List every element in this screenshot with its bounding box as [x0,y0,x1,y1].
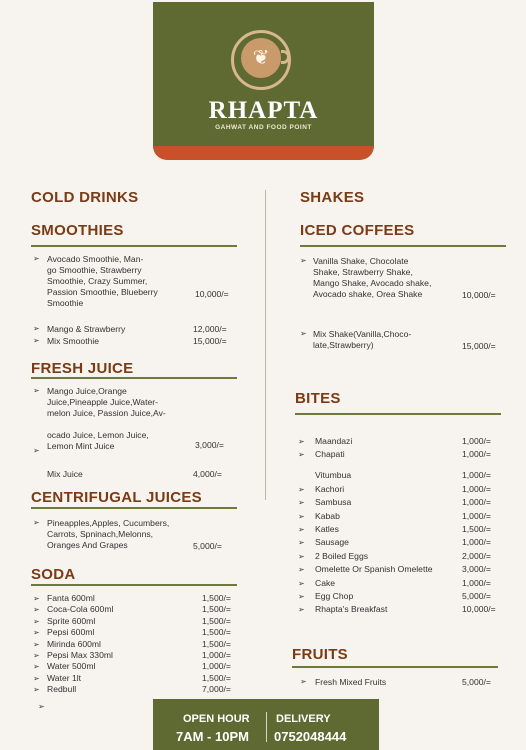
soda-item [33,650,243,661]
bite-item-price: 1,000/= [462,436,491,446]
juice-item-name: Mix Juice [47,469,83,479]
bullet-icon: ➢ [33,594,40,603]
bite-item-name: Egg Chop [315,590,354,601]
header-stripe [153,146,374,160]
cold-drinks-title: COLD DRINKS [31,189,139,206]
bite-item-price: 1,000/= [462,483,491,494]
bullet-icon: ➢ [298,578,305,588]
bullet-icon: ➢ [298,565,305,575]
soda-item-price: 1,500/= [202,615,231,626]
bite-item [298,537,508,550]
soda-item-name: Redbull [47,684,77,695]
bite-item [298,551,508,564]
bullet-icon: ➢ [298,498,305,508]
soda-item [33,627,243,638]
open-hour-value: 7AM - 10PM [176,729,249,744]
soda-item-name: Fanta 600ml [47,593,95,603]
bullet-icon: ➢ [298,538,305,548]
bite-item-name: Sausage [315,537,349,548]
bite-item [298,511,508,524]
iced-coffees-title: ICED COFFEES [300,222,415,239]
bite-item-name: Katles [315,523,339,534]
bullet-icon: ➢ [300,329,307,338]
smoothie-item-price: 12,000/= [193,324,227,334]
bite-item [298,591,508,604]
bullet-icon: ➢ [298,605,305,615]
bite-item-price: 1,000/= [462,470,491,481]
iced-coffees-rule [300,245,506,247]
bite-item-name: Rhapta's Breakfast [315,604,388,615]
bite-item-price: 3,000/= [462,564,491,575]
bite-item-price: 1,000/= [462,577,491,588]
juice-item-price: 4,000/= [193,469,222,479]
fruit-item-price: 5,000/= [462,677,491,687]
brand-name: RHAPTA [208,97,319,124]
bites-list [298,436,508,618]
bite-item [298,578,508,591]
bite-item [298,449,508,470]
delivery-label: DELIVERY [276,713,331,725]
bullet-icon: ➢ [298,437,305,446]
centrifugal-title: CENTRIFUGAL JUICES [31,489,202,506]
bullet-icon: ➢ [33,650,40,660]
soda-item [33,661,243,672]
bite-item-price: 1,000/= [462,537,491,548]
bites-rule [295,413,501,415]
soda-item-name: Water 500ml [47,661,96,672]
bullet-icon: ➢ [33,518,40,527]
bullet-icon: ➢ [33,673,40,683]
bullet-icon: ➢ [298,524,305,534]
centrifugal-item-name: Pineapples,Apples, Cucumbers, Carrots, Spninach,Melonns, Oranges And Grapes [47,518,170,550]
soda-item [33,616,243,627]
soda-item-price: 7,000/= [202,684,231,695]
shake-item-price: 15,000/= [462,341,496,351]
bullet-icon: ➢ [298,591,305,601]
bite-item-name: Chapati [315,449,345,460]
smoothies-title: SMOOTHIES [31,222,124,239]
smoothie-item-price: 15,000/= [193,336,227,346]
bullet-icon: ➢ [33,685,40,695]
fresh-juice-title: FRESH JUICE [31,360,134,377]
bite-item-price: 5,000/= [462,590,491,601]
bite-item-name: Kabab [315,510,340,521]
bite-item [298,497,508,510]
soda-item-price: 1,000/= [202,649,231,660]
fresh-juice-rule [31,377,237,379]
bite-item [298,524,508,537]
bullet-icon: ➢ [300,256,307,265]
bullet-icon: ➢ [33,639,40,649]
shakes-title: SHAKES [300,189,365,206]
bite-item-price: 1,000/= [462,449,491,460]
bullet-icon: ➢ [33,324,40,333]
bite-item-name: Cake [315,577,336,588]
soda-item-name: Pepsi 600ml [47,627,95,638]
smoothie-item-price: 10,000/= [195,289,229,299]
shake-item-name: Vanilla Shake, Chocolate Shake, Strawberry Shake, Mango Shake, Avocado shake, Avocado shake, Orea Shake [313,256,432,299]
smoothies-rule [31,245,237,247]
bullet-icon: ➢ [33,605,40,615]
soda-list [33,593,243,696]
bullet-icon: ➢ [33,628,40,638]
bite-item [298,564,508,577]
column-divider [265,190,266,500]
bullet-icon: ➢ [298,511,305,521]
bite-item-price: 2,000/= [462,550,491,561]
brand-tagline: GAHWAT AND FOOD POINT [215,124,312,131]
bite-item-name: Maandazi [315,436,353,446]
bite-item [298,484,508,497]
bite-item-price: 1,000/= [462,510,491,521]
soda-item-name: Mirinda 600ml [47,638,101,649]
soda-item-name: Pepsi Max 330ml [47,649,113,660]
bite-item-name: 2 Boiled Eggs [315,550,369,561]
smoothie-item-name: Mix Smoothie [47,336,100,346]
smoothie-item-name: Avocado Smoothie, Man- go Smoothie, Strawberry Smoothie, Crazy Summer, Passion Smoothie, Blueberry Smoothie [47,254,158,308]
footer-separator [266,712,267,742]
soda-item-price: 1,500/= [202,672,231,683]
soda-item [33,673,243,684]
bite-item-name: Vitumbua [315,470,352,481]
bullet-icon: ➢ [300,677,307,686]
bullet-icon: ➢ [33,662,40,672]
soda-item-price: 1,500/= [202,638,231,649]
soda-item-price: 1,500/= [202,593,231,603]
bite-item-name: Kachori [315,483,345,494]
bite-item [298,436,508,449]
soda-item-name: Sprite 600ml [47,615,96,626]
bullet-icon: ➢ [298,450,305,460]
bite-item-name: Sambusa [315,497,352,508]
shake-item-price: 10,000/= [462,290,496,300]
bullet-icon: ➢ [33,336,40,345]
bite-item [298,604,508,617]
soda-item-name: Water 1lt [47,672,82,683]
shake-item-name: Mix Shake(Vanilla,Choco- late,Strawberry) [313,329,412,350]
bites-title: BITES [295,390,341,407]
bullet-icon: ➢ [298,551,305,561]
soda-item-name: Coca-Cola 600ml [47,604,114,615]
soda-title: SODA [31,566,76,583]
juice-item-price: 3,000/= [195,440,224,450]
bite-item-price: 1,500/= [462,523,491,534]
soda-item-price: 1,500/= [202,604,231,615]
bullet-icon: ➢ [38,702,45,711]
soda-item-price: 1,500/= [202,627,231,638]
bullet-icon: ➢ [33,616,40,626]
smoothie-item-name: Mango & Strawberry [47,324,126,334]
fruits-title: FRUITS [292,646,348,663]
bullet-icon: ➢ [33,446,40,455]
soda-item-price: 1,000/= [202,661,231,672]
fruit-item-name: Fresh Mixed Fruits [315,677,387,687]
bite-item-name: Omelette Or Spanish Omelette [315,564,433,575]
bite-item-price: 1,000/= [462,497,491,508]
juice-item-name: Mango Juice,Orange Juice,Pineapple Juice,Water- melon Juice, Passion Juice,Av- ocado Juice, Lemon Juice, Lemon Mint Juice [47,386,166,451]
delivery-phone: 0752048444 [274,729,347,744]
soda-item [33,639,243,650]
bite-item-price: 10,000/= [462,604,496,615]
bite-item [298,470,508,483]
soda-item [33,593,243,604]
fruits-rule [292,666,498,668]
bullet-icon: ➢ [33,386,40,395]
open-hour-label: OPEN HOUR [183,713,250,725]
soda-rule [31,584,237,586]
centrifugal-item-price: 5,000/= [193,541,222,551]
bullet-icon: ➢ [298,484,305,494]
latte-art-icon: ❦ [252,47,270,69]
centrifugal-rule [31,507,237,509]
soda-item [33,684,243,695]
bullet-icon: ➢ [33,254,40,263]
soda-item [33,604,243,615]
